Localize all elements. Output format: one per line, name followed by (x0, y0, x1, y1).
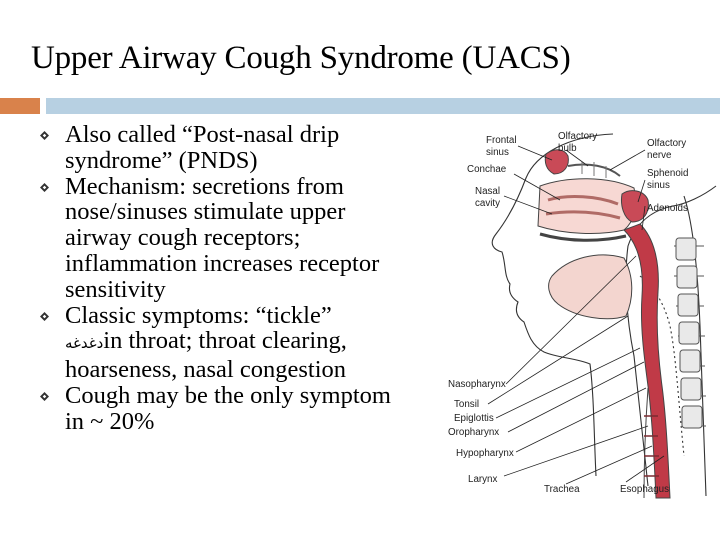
bullet-list (40, 122, 450, 435)
bullet-text-line: nose/sinuses stimulate upper (65, 198, 346, 226)
label-nasal-cavity: Nasal (475, 186, 501, 197)
label-olfactory-bulb: bulb (558, 143, 577, 154)
label-olfactory-nerve: Olfactory (647, 138, 687, 149)
bullet-text-line: inflammation increases receptor (65, 249, 380, 277)
label-adenoids: Adenoids (647, 203, 688, 214)
diamond-bullet-icon (40, 392, 49, 401)
label-nasal-cavity: cavity (475, 198, 501, 209)
label-oropharynx: Oropharynx (448, 427, 500, 438)
bullet-text-line: Classic symptoms: “tickle” (65, 301, 332, 329)
label-sphenoid-sinus: sinus (647, 180, 670, 191)
bullet-text-line: Mechanism: secretions from (65, 172, 344, 200)
nasal-cavity-shape (538, 179, 636, 234)
label-larynx: Larynx (468, 474, 498, 485)
label-frontal-sinus: Frontal (486, 135, 517, 146)
bullet-item-only-symptom (40, 383, 450, 435)
label-nasopharynx: Nasopharynx (448, 379, 506, 390)
vertebrae-shape (676, 238, 702, 428)
label-trachea: Trachea (544, 484, 580, 495)
palate-shape (540, 234, 626, 240)
bullet-text-line: in throat; throat clearing, (103, 327, 347, 355)
bullet-text-line: airway cough receptors; (65, 224, 301, 252)
diamond-bullet-icon (40, 183, 49, 192)
accent-band (0, 98, 40, 114)
diamond-bullet-icon (40, 312, 49, 321)
label-olfactory-nerve: nerve (647, 150, 672, 161)
bullet-text-line: Also called “Post-nasal drip (65, 121, 340, 148)
olfactory-bulb-shape (568, 162, 620, 178)
bullet-text-line: syndrome” (PNDS) (65, 146, 258, 174)
upper-airway-anatomy-diagram (448, 126, 718, 504)
persian-text-artifact: دغدغه (65, 334, 104, 353)
bullet-text-line: sensitivity (65, 275, 166, 303)
label-hypopharynx: Hypopharynx (456, 448, 514, 459)
diamond-bullet-icon (40, 131, 49, 140)
label-epiglottis: Epiglottis (454, 413, 494, 424)
label-tonsil: Tonsil (454, 399, 480, 410)
label-sphenoid-sinus: Sphenoid (647, 168, 689, 179)
bullet-item-mechanism (40, 174, 450, 303)
bullet-text-line: hoarseness, nasal congestion (65, 356, 346, 384)
tongue-shape (549, 255, 632, 319)
label-esophagus: Esophagus (620, 484, 670, 495)
bullet-item-aka (40, 122, 450, 174)
title-underline-band (46, 98, 720, 114)
label-conchae: Conchae (467, 164, 507, 175)
label-olfactory-bulb: Olfactory (558, 131, 598, 142)
slide-title: Upper Airway Cough Syndrome (UACS) (31, 40, 571, 76)
bullet-item-symptoms (40, 303, 450, 383)
bullet-text-line: in ~ 20% (65, 407, 155, 435)
bullet-text-line: Cough may be the only symptom (65, 381, 391, 409)
label-frontal-sinus: sinus (486, 147, 509, 158)
